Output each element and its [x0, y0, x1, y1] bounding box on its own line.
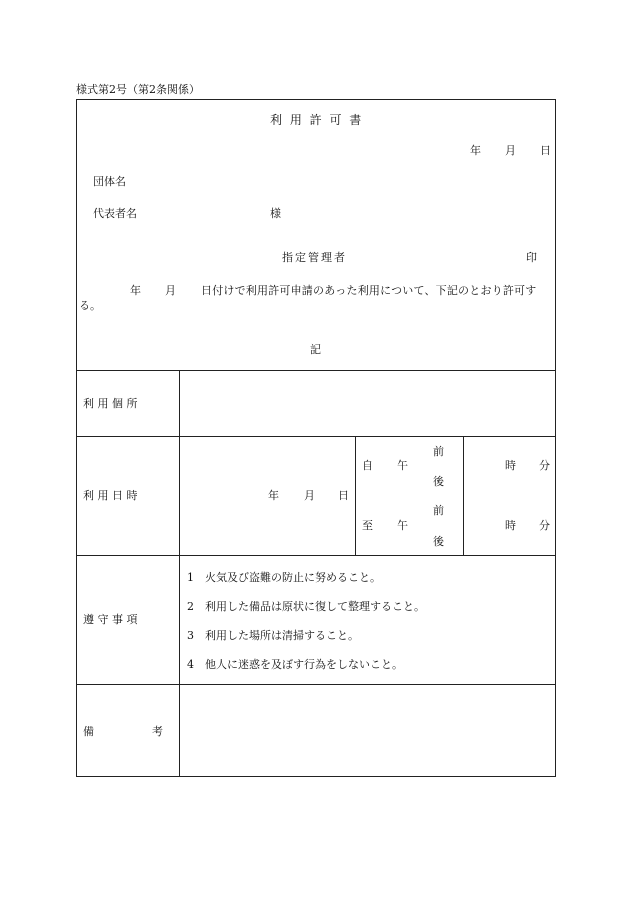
- usage-date-month: 月: [304, 489, 315, 502]
- from-label: 自: [362, 459, 373, 472]
- row-divider-location-top: [76, 370, 556, 371]
- ki-mark: 記: [310, 343, 321, 356]
- seal-mark: 印: [526, 251, 537, 264]
- row-divider-datetime-top: [76, 436, 556, 437]
- from-noon: 午: [397, 459, 408, 472]
- usage-date-day: 日: [338, 489, 349, 502]
- to-hour: 時: [505, 519, 516, 532]
- body-month: 月: [165, 284, 176, 297]
- issuer-label: 指定管理者: [282, 251, 347, 264]
- from-minute: 分: [539, 459, 550, 472]
- remarks-label-second: 考: [152, 725, 163, 738]
- from-am: 前: [433, 445, 444, 458]
- to-label: 至: [362, 519, 373, 532]
- to-pm: 後: [433, 535, 444, 548]
- body-text-line2: る。: [79, 299, 101, 312]
- representative-label: 代表者名: [93, 207, 137, 220]
- form-title: 利 用 許 可 書: [270, 113, 364, 127]
- row-divider-rules-top: [76, 555, 556, 556]
- label-column-divider: [179, 370, 180, 777]
- body-text-line1: 日付けで利用許可申請のあった利用について、下記のとおり許可す: [201, 284, 537, 297]
- to-noon: 午: [397, 519, 408, 532]
- datetime-label: 利 用 日 時: [83, 489, 138, 502]
- organization-label: 団体名: [93, 175, 126, 188]
- time-column-divider-right: [463, 436, 464, 555]
- permit-form-frame: [76, 99, 556, 777]
- rule-item: 1 火気及び盗難の防止に努めること。: [187, 571, 381, 584]
- honorific: 様: [270, 207, 281, 220]
- from-pm: 後: [433, 475, 444, 488]
- time-column-divider-left: [355, 436, 356, 555]
- rule-item: 2 利用した備品は原状に復して整理すること。: [187, 600, 425, 613]
- to-am: 前: [433, 504, 444, 517]
- rule-item: 3 利用した場所は清掃すること。: [187, 629, 359, 642]
- from-hour: 時: [505, 459, 516, 472]
- form-number: 様式第2号（第2条関係）: [76, 83, 200, 96]
- usage-date-year: 年: [268, 489, 279, 502]
- row-divider-remarks-top: [76, 684, 556, 685]
- date-month: 月: [505, 144, 516, 157]
- rules-label: 遵 守 事 項: [83, 613, 138, 626]
- remarks-label-first: 備: [83, 725, 94, 738]
- to-minute: 分: [539, 519, 550, 532]
- date-year: 年: [470, 144, 481, 157]
- rule-item: 4 他人に迷惑を及ぼす行為をしないこと。: [187, 658, 403, 671]
- body-year: 年: [130, 284, 141, 297]
- date-day: 日: [540, 144, 551, 157]
- location-label: 利 用 個 所: [83, 397, 138, 410]
